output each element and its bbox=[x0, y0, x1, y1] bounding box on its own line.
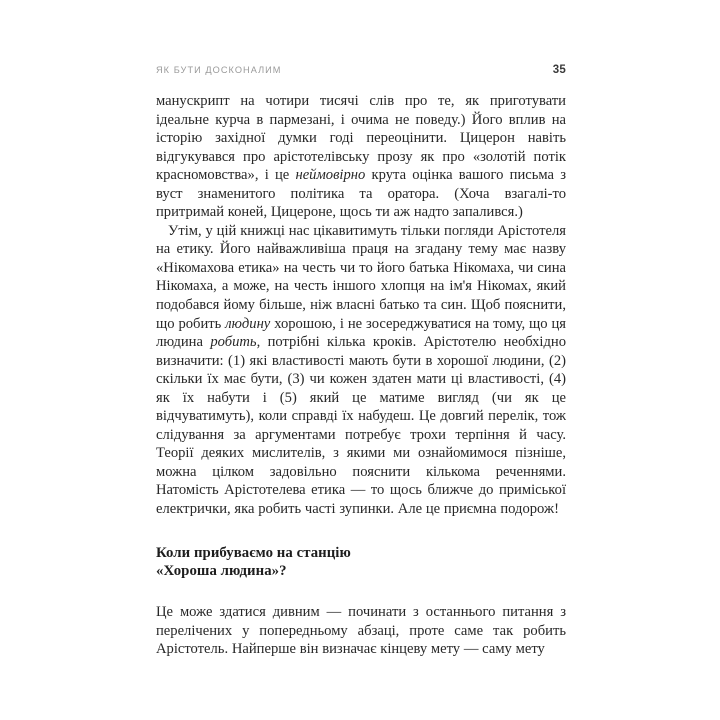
paragraph-2-text-part-1: Утім, у цій книжці нас цікавитимуть тільки погляди Арістотеля на етику. Його найважливіша праця на згадану тему має назву «Нікомахова етика» на честь чи то його батька Нікомаха, чи сина Нікомаха, а може, на честь іншого хлопця на ім'я Нікомах, який подобався йому більше, ніж власні батько та син. Щоб пояснити, що робить bbox=[156, 222, 566, 332]
heading-spacer-bottom bbox=[156, 581, 566, 603]
paragraph-1-text-part-1: манускрипт на чотири тисячі слів про те, як приготувати ідеальне курча в пармезані, і очима не поведу.) Його вплив на історію західної думки годі переоцінити. Цицерон навіть відгукувався про арістотелівську прозу як про «золотій потік красномовства», і це bbox=[156, 93, 566, 184]
running-head bbox=[156, 64, 566, 76]
running-head-title: ЯК БУТИ ДОСКОНАЛИМ bbox=[156, 65, 282, 75]
paragraph-2-text-part-2: хорошою, і не зосереджуватися на тому, що ця людина bbox=[156, 315, 566, 351]
paragraph-2-text-part-3: , потрібні кілька кроків. Арістотелю необхідно визначити: (1) які властивості мають бути в хорошої людини, (2) скільки їх має бути, (3) чи кожен здатен мати ці властивості, (4) як їх набути і (5) який це матиме вигляд (чи як це відчуватимуть), коли справді їх набудеш. Це довгий перелік, тож слідування за аргументами потребує трохи терпіння й часу. Теорії деяких мислителів, з якими ми ознайомимося пізніше, можна цілком задовільно пояснити кількома реченнями. Натомість Арістотелева етика — то щось ближче до приміської електрички, яка робить часті зупинки. Але це приємна подорож! bbox=[156, 334, 566, 518]
page-number: 35 bbox=[552, 64, 566, 76]
section-heading bbox=[156, 544, 566, 582]
paragraph-2-emphasis-2: робить bbox=[210, 334, 257, 351]
section-heading-line-1: Коли прибуваємо на станцію bbox=[156, 544, 351, 561]
paragraph-continuation bbox=[156, 92, 566, 222]
paragraph-1-text-part-2: крута оцінка вашого письма з вуст знаменитого політика та оратора. (Хоча взагалі-то притримай коней, Цицероне, щось ти аж надто запалився.) bbox=[156, 167, 566, 221]
paragraph-aristotle-ethics bbox=[156, 222, 566, 519]
paragraph-final-goal: Це може здатися дивним — починати з останнього питання з перелічених у попередньому абзаці, проте саме так робить Арістотель. Найперше він визначає кінцеву мету — саму мету bbox=[156, 604, 566, 658]
section-heading-line-2: «Хороша людина»? bbox=[156, 563, 287, 580]
body-text-column bbox=[156, 92, 566, 659]
paragraph-2-emphasis-1: людину bbox=[225, 315, 271, 332]
paragraph-1-emphasis-1: неймовірно bbox=[295, 167, 366, 184]
heading-spacer-top bbox=[156, 519, 566, 544]
